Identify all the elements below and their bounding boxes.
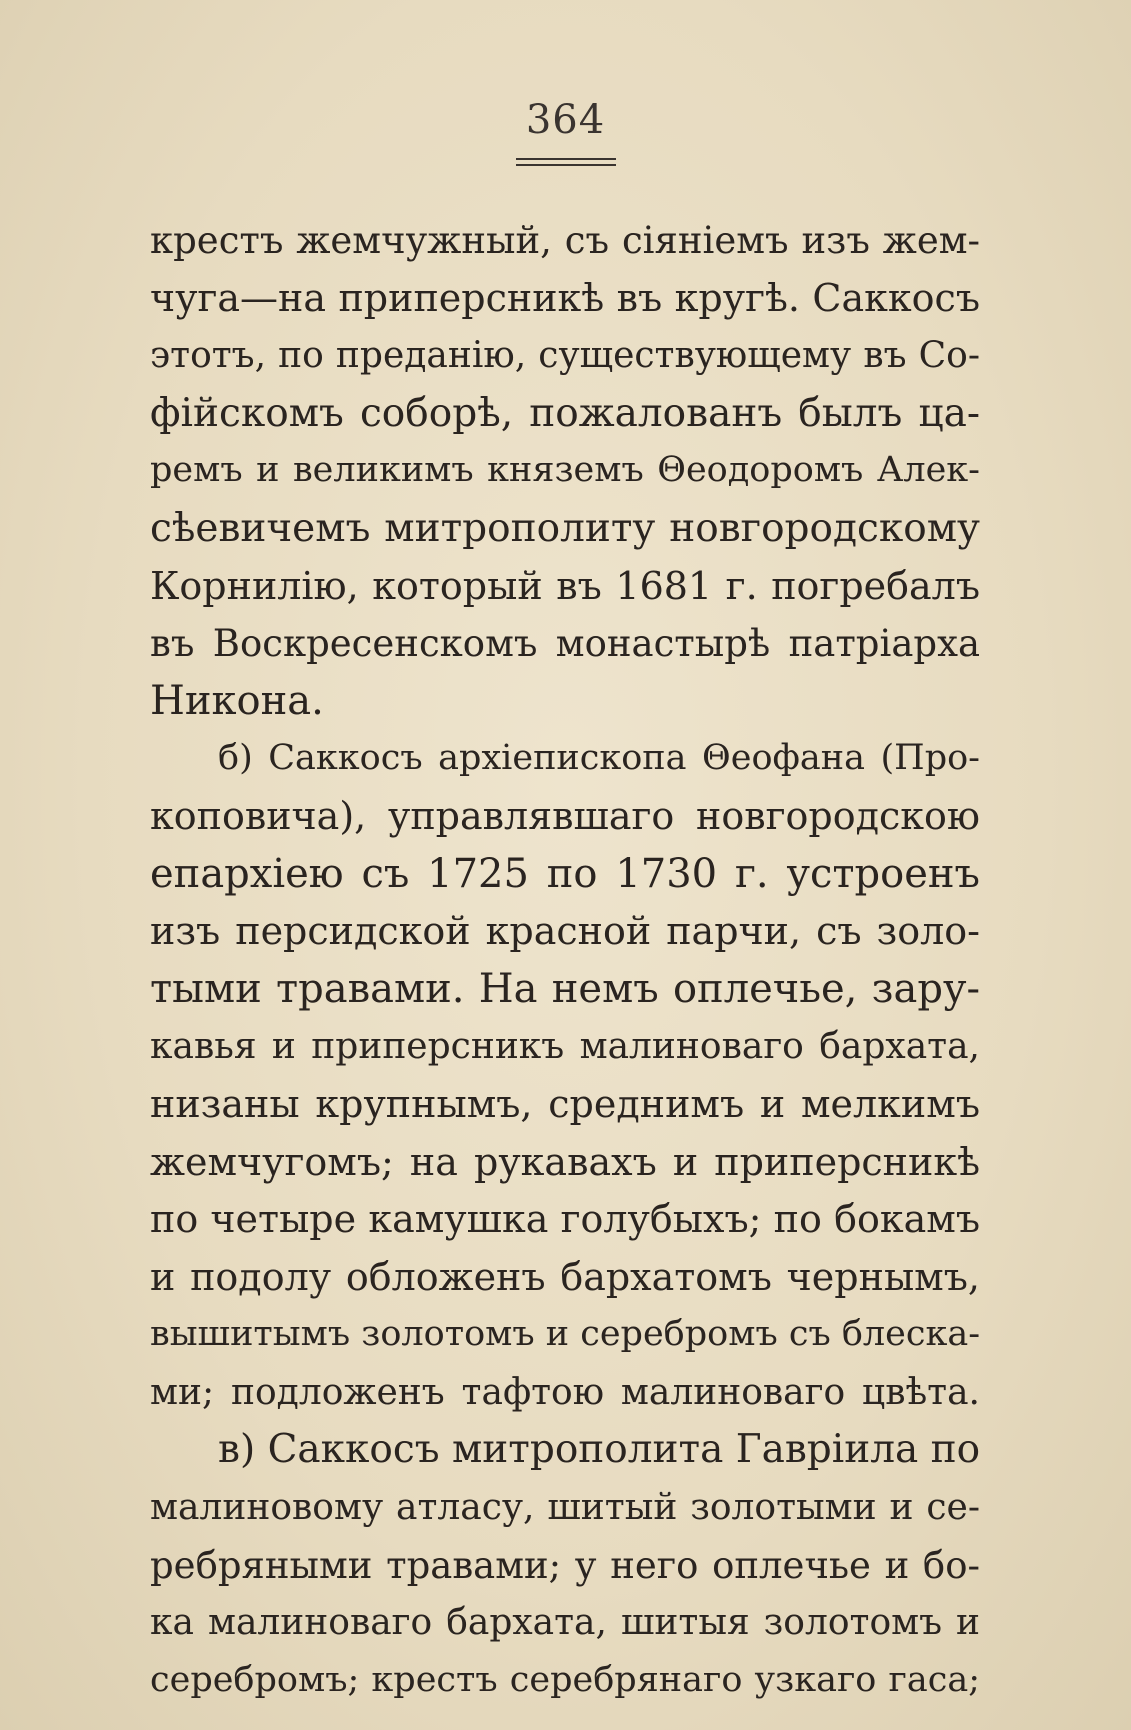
header-rule-top (516, 158, 616, 160)
text-line (150, 730, 980, 788)
text-line-content: Никона. (150, 677, 324, 724)
text-line (150, 1249, 980, 1307)
text-line (150, 327, 980, 385)
text-line (150, 1018, 980, 1076)
text-line-content: ка малиноваго бархата, шитыя золотомъ и (150, 1602, 980, 1644)
text-line (150, 846, 980, 904)
body-text (150, 212, 980, 1709)
text-line-content: ремъ и великимъ княземъ Θеодоромъ Алек- (150, 450, 980, 491)
text-line-content: по четыре камушка голубыхъ; по бокамъ (150, 1197, 980, 1242)
text-line (150, 442, 980, 500)
header-rule-bottom (516, 164, 616, 166)
text-line-content: крестъ жемчужный, съ сіяніемъ изъ жем- (150, 219, 980, 262)
text-line (150, 1306, 980, 1364)
text-line (150, 1479, 980, 1537)
text-line-content: ми; подложенъ тафтою малиноваго цвѣта. (150, 1371, 980, 1413)
text-line (150, 1594, 980, 1652)
text-line (150, 673, 980, 731)
text-line-content: в) Саккосъ митрополита Гавріила по (218, 1427, 980, 1473)
text-line-content: въ Воскресенскомъ монастырѣ патріарха (150, 622, 980, 666)
text-line (150, 1537, 980, 1595)
page-number: 364 (525, 97, 606, 143)
text-line (150, 1076, 980, 1134)
text-line (150, 270, 980, 328)
text-line (150, 1191, 980, 1249)
text-line-content: серебромъ; крестъ серебрянаго узкаго гаса; (150, 1659, 980, 1700)
text-line-content: фійскомъ соборѣ, пожалованъ былъ ца- (150, 390, 980, 436)
text-line (150, 961, 980, 1019)
text-line-content: епархіею съ 1725 по 1730 г. устроенъ (150, 850, 980, 897)
text-line-content: вышитымъ золотомъ и серебромъ съ блеска- (150, 1314, 980, 1355)
text-line (150, 1421, 980, 1479)
text-line-content: кавья и приперсникъ малиноваго бархата, (150, 1026, 980, 1068)
text-line-content: малиновому атласу, шитый золотыми и се- (150, 1487, 980, 1529)
text-line-content: жемчугомъ; на рукавахъ и приперсникѣ (150, 1139, 980, 1184)
text-line-content: ребряными травами; у него оплечье и бо- (150, 1543, 980, 1587)
text-line (150, 1364, 980, 1422)
text-line-content: этотъ, по преданію, существующему въ Со- (150, 335, 980, 377)
text-line-content: коповича), управлявшаго новгородскою (150, 793, 980, 838)
text-line-content: сѣевичемъ митрополиту новгородскому (150, 505, 980, 551)
text-line-content: изъ персидской красной парчи, съ золо- (150, 909, 980, 954)
text-line (150, 615, 980, 673)
text-line (150, 212, 980, 270)
text-line-content: чуга—на приперсникѣ въ кругѣ. Саккосъ (150, 275, 980, 320)
text-line-content: Корнилію, который въ 1681 г. погребалъ (150, 563, 980, 608)
text-line (150, 1652, 980, 1710)
text-line-content: и подолу обложенъ бархатомъ чернымъ, (150, 1254, 980, 1299)
text-line (150, 385, 980, 443)
page-header (0, 97, 1131, 143)
text-line-content: тыми травами. На немъ оплечье, зару- (150, 965, 980, 1012)
text-line-content: б) Саккосъ архіепископа Θеофана (Про- (218, 738, 980, 779)
text-line-content: низаны крупнымъ, среднимъ и мелкимъ (150, 1081, 980, 1126)
text-line (150, 500, 980, 558)
text-line (150, 1134, 980, 1192)
text-line (150, 903, 980, 961)
text-line (150, 788, 980, 846)
text-line (150, 558, 980, 616)
